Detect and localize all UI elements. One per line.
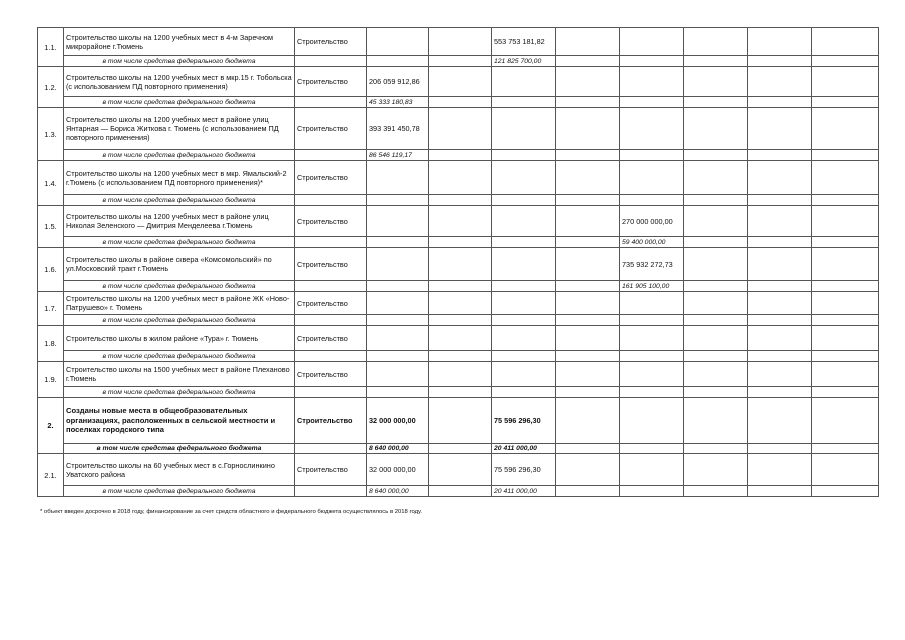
empty-cell xyxy=(295,56,367,67)
empty-cell xyxy=(556,444,620,454)
federal-amount-cell xyxy=(748,486,812,497)
activity-type: Строительство xyxy=(295,362,367,387)
federal-amount-cell: 59 400 000,00 xyxy=(620,237,684,248)
federal-label: в том числе средства федерального бюджета xyxy=(64,97,295,108)
federal-row xyxy=(38,351,879,362)
empty-cell xyxy=(556,67,620,97)
federal-amount-cell xyxy=(492,315,556,326)
empty-cell xyxy=(812,28,879,56)
federal-label: в том числе средства федерального бюджета xyxy=(64,237,295,248)
empty-cell xyxy=(295,97,367,108)
empty-cell xyxy=(684,454,748,486)
empty-cell xyxy=(295,387,367,398)
empty-cell xyxy=(812,150,879,161)
federal-amount-cell xyxy=(367,237,429,248)
empty-cell xyxy=(556,108,620,150)
amount-cell xyxy=(748,161,812,195)
activity-type: Строительство xyxy=(295,454,367,486)
empty-cell xyxy=(812,398,879,444)
federal-amount-cell: 86 546 119,17 xyxy=(367,150,429,161)
footnote: * объект введен досрочно в 2018 году, финансирование за счет средств областного и федерального бюджета осуществлялось в 2018 году. xyxy=(40,509,423,515)
federal-row xyxy=(38,150,879,161)
table-row xyxy=(38,206,879,237)
federal-amount-cell xyxy=(492,281,556,292)
amount-cell xyxy=(748,454,812,486)
object-name: Строительство школы на 1200 учебных мест в мкр.15 г. Тобольска (с использованием ПД повторного применения) xyxy=(64,67,295,97)
federal-row xyxy=(38,195,879,206)
federal-row xyxy=(38,444,879,454)
row-number: 1.3. xyxy=(38,108,64,161)
row-number: 1.8. xyxy=(38,326,64,362)
amount-cell xyxy=(492,362,556,387)
empty-cell xyxy=(556,150,620,161)
activity-type: Строительство xyxy=(295,326,367,351)
object-name: Строительство школы на 1200 учебных мест в 4-м Заречном микрорайоне г.Тюмень xyxy=(64,28,295,56)
table-row xyxy=(38,292,879,315)
empty-cell xyxy=(684,444,748,454)
amount-cell xyxy=(367,248,429,281)
empty-cell xyxy=(684,351,748,362)
federal-row xyxy=(38,237,879,248)
federal-label: в том числе средства федерального бюджета xyxy=(64,387,295,398)
amount-cell xyxy=(492,161,556,195)
federal-amount-cell xyxy=(620,150,684,161)
federal-amount-cell xyxy=(620,444,684,454)
empty-cell xyxy=(556,326,620,351)
empty-cell xyxy=(812,326,879,351)
federal-row xyxy=(38,486,879,497)
object-name: Строительство школы на 1200 учебных мест в районе улиц Николая Зеленского — Дмитрия Менделеева г.Тюмень xyxy=(64,206,295,237)
amount-cell xyxy=(620,67,684,97)
federal-row xyxy=(38,387,879,398)
empty-cell xyxy=(429,97,492,108)
row-number: 1.1. xyxy=(38,28,64,67)
amount-cell xyxy=(620,398,684,444)
empty-cell xyxy=(812,67,879,97)
amount-cell xyxy=(748,362,812,387)
federal-amount-cell xyxy=(620,486,684,497)
federal-amount-cell: 8 640 000,00 xyxy=(367,444,429,454)
federal-amount-cell xyxy=(748,56,812,67)
empty-cell xyxy=(556,486,620,497)
row-number: 1.9. xyxy=(38,362,64,398)
activity-type: Строительство xyxy=(295,28,367,56)
empty-cell xyxy=(812,351,879,362)
empty-cell xyxy=(429,486,492,497)
object-name: Строительство школы на 1200 учебных мест в районе улиц Янтарная — Бориса Житкова г. Тюмень (с использованием ПД повторного применения) xyxy=(64,108,295,150)
amount-cell xyxy=(620,362,684,387)
amount-cell xyxy=(748,248,812,281)
table-body xyxy=(38,28,879,497)
empty-cell xyxy=(684,97,748,108)
empty-cell xyxy=(556,454,620,486)
empty-cell xyxy=(556,387,620,398)
empty-cell xyxy=(429,108,492,150)
empty-cell xyxy=(429,150,492,161)
empty-cell xyxy=(684,315,748,326)
empty-cell xyxy=(295,150,367,161)
table-row xyxy=(38,108,879,150)
federal-amount-cell xyxy=(492,150,556,161)
table-row xyxy=(38,398,879,444)
empty-cell xyxy=(684,195,748,206)
amount-cell xyxy=(748,292,812,315)
federal-amount-cell xyxy=(620,56,684,67)
amount-cell xyxy=(620,108,684,150)
amount-cell: 75 596 296,30 xyxy=(492,454,556,486)
empty-cell xyxy=(556,248,620,281)
empty-cell xyxy=(684,398,748,444)
empty-cell xyxy=(812,161,879,195)
activity-type: Строительство xyxy=(295,248,367,281)
empty-cell xyxy=(812,206,879,237)
empty-cell xyxy=(295,315,367,326)
empty-cell xyxy=(429,454,492,486)
empty-cell xyxy=(684,326,748,351)
activity-type: Строительство xyxy=(295,398,367,444)
federal-amount-cell xyxy=(492,195,556,206)
empty-cell xyxy=(556,28,620,56)
empty-cell xyxy=(429,67,492,97)
empty-cell xyxy=(684,161,748,195)
object-name: Строительство школы в жилом районе «Тура» г. Тюмень xyxy=(64,326,295,351)
row-number: 1.2. xyxy=(38,67,64,108)
empty-cell xyxy=(812,362,879,387)
federal-amount-cell xyxy=(367,387,429,398)
empty-cell xyxy=(429,161,492,195)
empty-cell xyxy=(556,281,620,292)
amount-cell xyxy=(748,108,812,150)
federal-amount-cell xyxy=(748,281,812,292)
empty-cell xyxy=(295,486,367,497)
amount-cell xyxy=(367,326,429,351)
empty-cell xyxy=(429,292,492,315)
federal-amount-cell xyxy=(748,444,812,454)
amount-cell xyxy=(748,398,812,444)
empty-cell xyxy=(556,315,620,326)
empty-cell xyxy=(684,56,748,67)
amount-cell xyxy=(367,206,429,237)
empty-cell xyxy=(429,195,492,206)
table-row xyxy=(38,454,879,486)
empty-cell xyxy=(429,281,492,292)
empty-cell xyxy=(556,195,620,206)
amount-cell: 32 000 000,00 xyxy=(367,398,429,444)
federal-amount-cell xyxy=(620,351,684,362)
empty-cell xyxy=(684,237,748,248)
activity-type: Строительство xyxy=(295,206,367,237)
amount-cell xyxy=(620,292,684,315)
empty-cell xyxy=(812,97,879,108)
empty-cell xyxy=(429,398,492,444)
amount-cell xyxy=(492,108,556,150)
amount-cell: 553 753 181,82 xyxy=(492,28,556,56)
federal-amount-cell xyxy=(620,387,684,398)
empty-cell xyxy=(556,292,620,315)
federal-label: в том числе средства федерального бюджета xyxy=(64,195,295,206)
federal-amount-cell xyxy=(620,97,684,108)
federal-amount-cell: 161 905 100,00 xyxy=(620,281,684,292)
object-name: Строительство школы в районе сквера «Комсомольский» по ул.Московский тракт г.Тюмень xyxy=(64,248,295,281)
federal-amount-cell xyxy=(620,195,684,206)
table-row xyxy=(38,161,879,195)
empty-cell xyxy=(684,108,748,150)
empty-cell xyxy=(295,444,367,454)
federal-amount-cell: 20 411 000,00 xyxy=(492,444,556,454)
empty-cell xyxy=(429,237,492,248)
table-row xyxy=(38,67,879,97)
empty-cell xyxy=(429,315,492,326)
amount-cell xyxy=(367,28,429,56)
federal-label: в том числе средства федерального бюджета xyxy=(64,444,295,454)
row-number: 1.5. xyxy=(38,206,64,248)
empty-cell xyxy=(556,56,620,67)
empty-cell xyxy=(812,237,879,248)
object-name: Строительство школы на 1500 учебных мест в районе Плеханово г.Тюмень xyxy=(64,362,295,387)
empty-cell xyxy=(429,206,492,237)
empty-cell xyxy=(295,195,367,206)
federal-label: в том числе средства федерального бюджета xyxy=(64,281,295,292)
amount-cell xyxy=(367,362,429,387)
amount-cell xyxy=(620,454,684,486)
empty-cell xyxy=(429,56,492,67)
federal-label: в том числе средства федерального бюджета xyxy=(64,56,295,67)
object-name: Строительство школы на 1200 учебных мест в мкр. Ямальский-2 г.Тюмень (с использованием ПД повторного применения)* xyxy=(64,161,295,195)
empty-cell xyxy=(812,315,879,326)
federal-amount-cell xyxy=(367,315,429,326)
row-number: 2.1. xyxy=(38,454,64,497)
empty-cell xyxy=(556,237,620,248)
federal-amount-cell xyxy=(620,315,684,326)
amount-cell: 32 000 000,00 xyxy=(367,454,429,486)
federal-label: в том числе средства федерального бюджета xyxy=(64,150,295,161)
table-row xyxy=(38,362,879,387)
empty-cell xyxy=(684,248,748,281)
federal-amount-cell xyxy=(367,351,429,362)
federal-amount-cell xyxy=(367,195,429,206)
amount-cell xyxy=(620,161,684,195)
empty-cell xyxy=(684,150,748,161)
object-name: Созданы новые места в общеобразовательных организациях, расположенных в сельской местности и поселках городского типа xyxy=(64,398,295,444)
object-name: Строительство школы на 1200 учебных мест в районе ЖК «Ново-Патрушево» г. Тюмень xyxy=(64,292,295,315)
empty-cell xyxy=(812,248,879,281)
empty-cell xyxy=(556,398,620,444)
empty-cell xyxy=(684,281,748,292)
row-number: 1.6. xyxy=(38,248,64,292)
empty-cell xyxy=(684,486,748,497)
empty-cell xyxy=(556,206,620,237)
federal-amount-cell: 45 333 180,83 xyxy=(367,97,429,108)
empty-cell xyxy=(812,444,879,454)
federal-row xyxy=(38,97,879,108)
federal-amount-cell xyxy=(748,195,812,206)
federal-label: в том числе средства федерального бюджета xyxy=(64,315,295,326)
row-number: 1.7. xyxy=(38,292,64,326)
federal-amount-cell xyxy=(367,281,429,292)
federal-label: в том числе средства федерального бюджета xyxy=(64,351,295,362)
federal-amount-cell xyxy=(748,387,812,398)
empty-cell xyxy=(812,56,879,67)
federal-amount-cell xyxy=(748,97,812,108)
empty-cell xyxy=(429,28,492,56)
table-row xyxy=(38,28,879,56)
row-number: 1.4. xyxy=(38,161,64,206)
empty-cell xyxy=(684,28,748,56)
amount-cell: 206 059 912,86 xyxy=(367,67,429,97)
amount-cell: 75 596 296,30 xyxy=(492,398,556,444)
empty-cell xyxy=(429,387,492,398)
empty-cell xyxy=(429,326,492,351)
empty-cell xyxy=(429,444,492,454)
empty-cell xyxy=(556,161,620,195)
object-name: Строительство школы на 60 учебных мест в с.Горнослинкино Уватского района xyxy=(64,454,295,486)
empty-cell xyxy=(556,97,620,108)
empty-cell xyxy=(684,67,748,97)
amount-cell xyxy=(748,206,812,237)
federal-amount-cell xyxy=(492,351,556,362)
table-row xyxy=(38,248,879,281)
activity-type: Строительство xyxy=(295,108,367,150)
empty-cell xyxy=(556,362,620,387)
amount-cell xyxy=(492,292,556,315)
amount-cell: 735 932 272,73 xyxy=(620,248,684,281)
federal-label: в том числе средства федерального бюджета xyxy=(64,486,295,497)
empty-cell xyxy=(295,281,367,292)
empty-cell xyxy=(812,486,879,497)
empty-cell xyxy=(812,108,879,150)
empty-cell xyxy=(429,362,492,387)
amount-cell: 393 391 450,78 xyxy=(367,108,429,150)
empty-cell xyxy=(812,195,879,206)
amount-cell xyxy=(748,67,812,97)
federal-amount-cell: 121 825 700,00 xyxy=(492,56,556,67)
federal-amount-cell xyxy=(748,351,812,362)
row-number: 2. xyxy=(38,398,64,454)
amount-cell xyxy=(620,326,684,351)
empty-cell xyxy=(812,292,879,315)
activity-type: Строительство xyxy=(295,67,367,97)
amount-cell xyxy=(748,326,812,351)
federal-amount-cell: 8 640 000,00 xyxy=(367,486,429,497)
empty-cell xyxy=(429,351,492,362)
table-row xyxy=(38,326,879,351)
amount-cell xyxy=(492,248,556,281)
federal-amount-cell xyxy=(492,237,556,248)
activity-type: Строительство xyxy=(295,292,367,315)
federal-amount-cell xyxy=(748,150,812,161)
empty-cell xyxy=(684,292,748,315)
empty-cell xyxy=(812,454,879,486)
federal-amount-cell xyxy=(748,315,812,326)
amount-cell xyxy=(367,292,429,315)
empty-cell xyxy=(429,248,492,281)
federal-row xyxy=(38,56,879,67)
amount-cell xyxy=(748,28,812,56)
federal-amount-cell: 20 411 000,00 xyxy=(492,486,556,497)
empty-cell xyxy=(684,362,748,387)
budget-table xyxy=(37,27,879,497)
amount-cell: 270 000 000,00 xyxy=(620,206,684,237)
amount-cell xyxy=(492,67,556,97)
empty-cell xyxy=(684,387,748,398)
empty-cell xyxy=(295,351,367,362)
empty-cell xyxy=(812,281,879,292)
empty-cell xyxy=(684,206,748,237)
federal-row xyxy=(38,315,879,326)
federal-amount-cell xyxy=(748,237,812,248)
amount-cell xyxy=(367,161,429,195)
amount-cell xyxy=(492,206,556,237)
federal-row xyxy=(38,281,879,292)
amount-cell xyxy=(492,326,556,351)
federal-amount-cell xyxy=(492,97,556,108)
amount-cell xyxy=(620,28,684,56)
empty-cell xyxy=(295,237,367,248)
federal-amount-cell xyxy=(367,56,429,67)
federal-amount-cell xyxy=(492,387,556,398)
empty-cell xyxy=(812,387,879,398)
activity-type: Строительство xyxy=(295,161,367,195)
empty-cell xyxy=(556,351,620,362)
